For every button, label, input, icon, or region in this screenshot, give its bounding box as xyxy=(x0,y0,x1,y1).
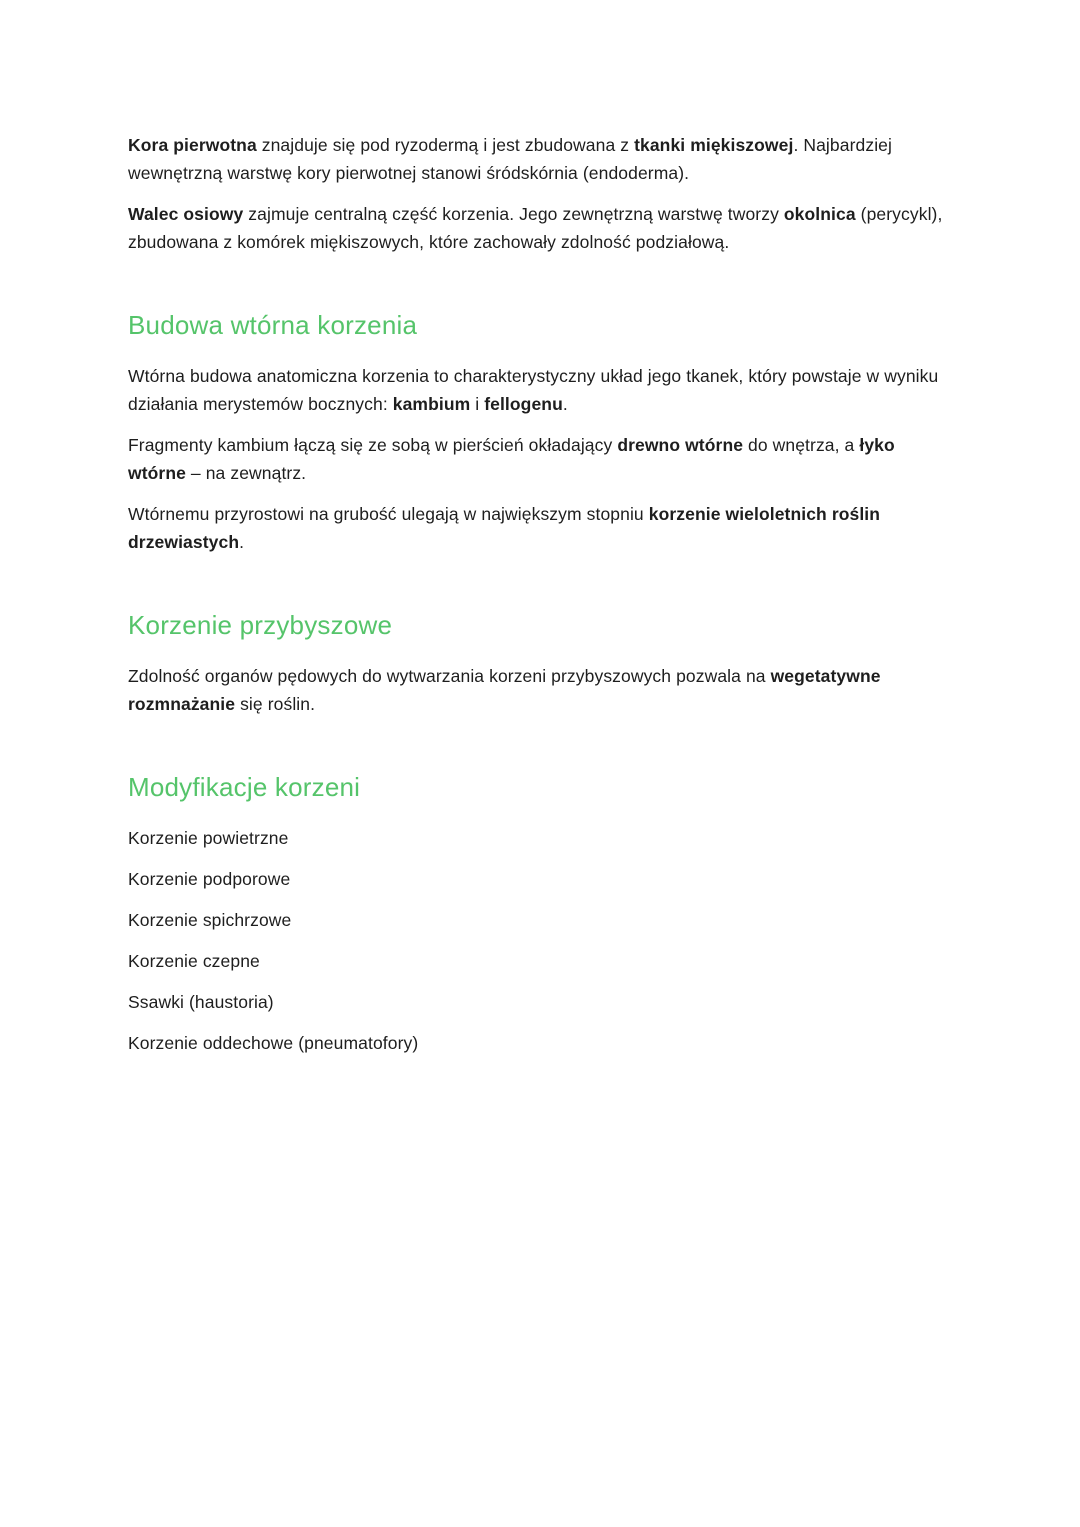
bold-text-run: fellogenu xyxy=(484,394,563,414)
bold-text-run: Kora pierwotna xyxy=(128,135,257,155)
bold-text-run: okolnica xyxy=(783,204,856,224)
paragraph-kora-pierwotna xyxy=(128,131,952,187)
text-run: . Najbardziej wewnętrzną warstwę kory pierwotnej stanowi śródskórnia (endoderma). xyxy=(128,135,893,183)
list-item-korzenie-powietrzne: Korzenie powietrzne xyxy=(128,828,289,848)
text-run: Fragmenty kambium łączą się ze sobą w pierścień okładający xyxy=(128,435,618,455)
bold-text-run: drewno wtórne xyxy=(617,435,744,455)
text-run: . xyxy=(239,532,245,552)
text-run: Wtórnemu przyrostowi na grubość ulegają w największym stopniu xyxy=(128,504,649,524)
text-run: . xyxy=(562,394,568,414)
list-item-korzenie-czepne: Korzenie czepne xyxy=(128,951,260,971)
paragraph-walec-osiowy xyxy=(128,200,952,256)
list-item-ssawki-haustoria: Ssawki (haustoria) xyxy=(128,992,274,1012)
text-run: Zdolność organów pędowych do wytwarzania korzeni przybyszowych pozwala na xyxy=(128,666,771,686)
text-run: się roślin. xyxy=(235,694,316,714)
bold-text-run: kambium xyxy=(392,394,471,414)
list-item-korzenie-oddechowe: Korzenie oddechowe (pneumatofory) xyxy=(128,1033,419,1053)
text-run: i xyxy=(470,394,485,414)
heading-budowa-wtorna-korzenia: Budowa wtórna korzenia xyxy=(128,310,418,340)
bold-text-run: korzenie wieloletnich roślin drzewiastych xyxy=(128,504,881,552)
paragraph-zdolnosc-organow xyxy=(128,662,952,718)
text-run: do wnętrza, a xyxy=(743,435,860,455)
text-run: (perycykl), zbudowana z komórek miękiszowych, które zachowały zdolność podziałową. xyxy=(128,204,943,252)
heading-korzenie-przybyszowe: Korzenie przybyszowe xyxy=(128,610,393,640)
text-run: znajduje się pod ryzodermą i jest zbudowana z xyxy=(256,135,635,155)
paragraph-fragmenty-kambium xyxy=(128,431,952,487)
bold-text-run: tkanki miękiszowej xyxy=(634,135,794,155)
paragraph-wtorna-budowa xyxy=(128,362,952,418)
text-run: Wtórna budowa anatomiczna korzenia to charakterystyczny układ jego tkanek, który powstaje w wyniku działania merystemów bocznych: xyxy=(128,366,939,414)
heading-modyfikacje-korzeni: Modyfikacje korzeni xyxy=(128,772,361,802)
list-item-korzenie-podporowe: Korzenie podporowe xyxy=(128,869,291,889)
text-run: zajmuje centralną część korzenia. Jego zewnętrzną warstwę tworzy xyxy=(243,204,784,224)
paragraph-wtorny-przyrost xyxy=(128,500,952,556)
bold-text-run: łyko wtórne xyxy=(128,435,895,483)
text-run: – na zewnątrz. xyxy=(185,463,307,483)
list-item-korzenie-spichrzowe: Korzenie spichrzowe xyxy=(128,910,292,930)
bold-text-run: wegetatywne rozmnażanie xyxy=(128,666,881,714)
bold-text-run: Walec osiowy xyxy=(128,204,244,224)
